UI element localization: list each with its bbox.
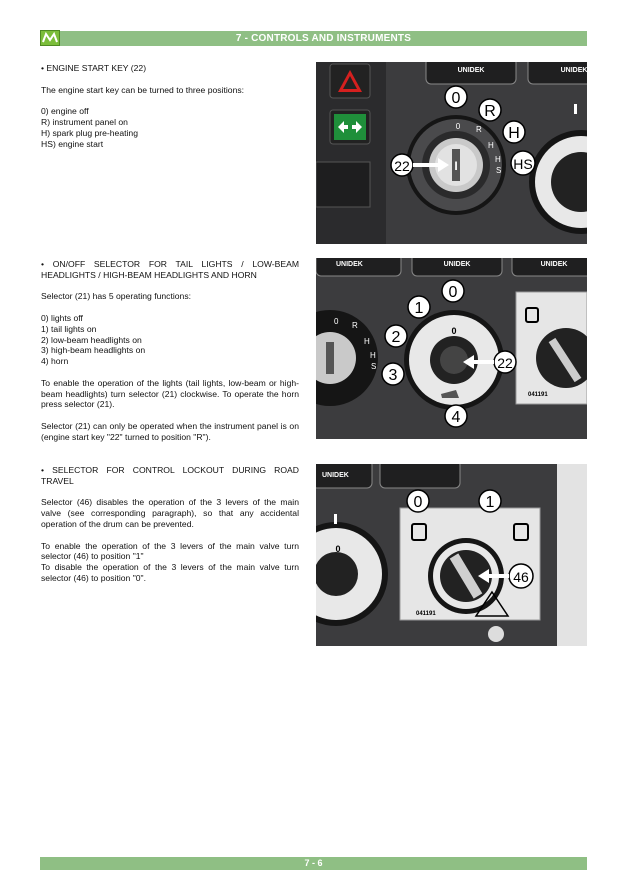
list-item: 0) lights off [41, 312, 83, 323]
paragraph: Selector (46) disables the operation of the 3 levers of the main valve (see corresponding paragraph), so that any accidental operation of the drum can be prevented. [41, 497, 299, 529]
svg-text:0: 0 [334, 317, 339, 326]
callout-22: 22 [394, 158, 410, 174]
section-heading: • ON/OFF SELECTOR FOR TAIL LIGHTS / LOW-BEAM HEADLIGHTS / HIGH-BEAM HEADLIGHTS AND HORN [41, 259, 299, 280]
list-item: 0) engine off [41, 106, 89, 117]
callout-0: 0 [413, 494, 423, 511]
svg-text:H: H [488, 141, 494, 150]
callout-h: H [508, 125, 520, 142]
svg-text:H: H [364, 337, 370, 346]
section-heading: • SELECTOR FOR CONTROL LOCKOUT DURING ROAD TRAVEL [41, 465, 299, 486]
brand-label: UNIDEK [336, 261, 363, 268]
svg-text:0: 0 [451, 326, 457, 336]
brand-label: UNIDEK [443, 261, 471, 268]
svg-text:S: S [496, 166, 502, 175]
plate-code: 041191 [416, 611, 436, 617]
list-item: HS) engine start [41, 138, 104, 149]
brand-label: UNIDEK [322, 472, 349, 479]
svg-text:0: 0 [455, 122, 461, 131]
svg-text:S: S [371, 362, 377, 371]
paragraph: The engine start key can be turned to three positions: [41, 84, 245, 95]
plate-code: 041191 [528, 392, 548, 398]
engine-key-photo [316, 62, 587, 244]
callout-22: 22 [497, 355, 513, 371]
section-title: 7 - CONTROLS AND INSTRUMENTS [235, 33, 412, 44]
brand-logo [40, 30, 60, 46]
svg-text:R: R [352, 321, 358, 330]
callout-3: 3 [388, 367, 398, 384]
list-item: 2) low-beam headlights on [41, 334, 142, 345]
engine-start-key-text [41, 63, 299, 149]
list-item: R) instrument panel on [41, 116, 128, 127]
callout-46: 46 [513, 569, 529, 585]
lockout-selector-text [41, 465, 299, 584]
lights-selector-photo [316, 258, 587, 439]
paragraph: To enable the operation of the 3 levers of the main valve turn selector (46) to position "1" [41, 540, 299, 562]
callout-1: 1 [485, 494, 495, 511]
svg-text:H: H [370, 351, 376, 360]
callout-0: 0 [451, 90, 461, 107]
section-heading: • ENGINE START KEY (22) [41, 63, 147, 73]
paragraph: To disable the operation of the 3 levers of the main valve turn selector (46) to position "0". [41, 562, 299, 583]
callout-1: 1 [414, 300, 424, 317]
svg-text:R: R [476, 125, 482, 134]
callout-2: 2 [391, 329, 401, 346]
callout-hs: HS [513, 156, 533, 172]
paragraph: To enable the operation of the lights (tail lights, low-beam or high-beam headlights) turn selector (21) clockwise. To operate the horn press selector (21). [41, 377, 299, 410]
lockout-selector-photo [316, 464, 587, 646]
paragraph: Selector (21) can only be operated when the instrument panel is on (engine start key "22" turned to position "R"). [41, 420, 299, 442]
list-item: 4) horn [41, 356, 69, 367]
callout-4: 4 [451, 409, 461, 426]
brand-label: UNIDEK [457, 67, 485, 74]
paragraph: Selector (21) has 5 operating functions: [41, 291, 192, 302]
page-number: 7 - 6 [40, 857, 587, 870]
list-item: H) spark plug pre-heating [41, 127, 138, 138]
callout-0: 0 [448, 284, 458, 301]
logo-mark-icon [41, 31, 59, 45]
svg-text:0: 0 [335, 544, 341, 554]
brand-label: UNIDEK [540, 261, 568, 268]
list-item: 1) tail lights on [41, 323, 97, 334]
brand-label: UNIDEK [560, 67, 587, 74]
list-item: 3) high-beam headlights on [41, 345, 146, 356]
callout-r: R [484, 103, 496, 120]
lights-selector-text [41, 259, 299, 443]
svg-text:H: H [495, 155, 501, 164]
key-mark: I [454, 159, 458, 173]
